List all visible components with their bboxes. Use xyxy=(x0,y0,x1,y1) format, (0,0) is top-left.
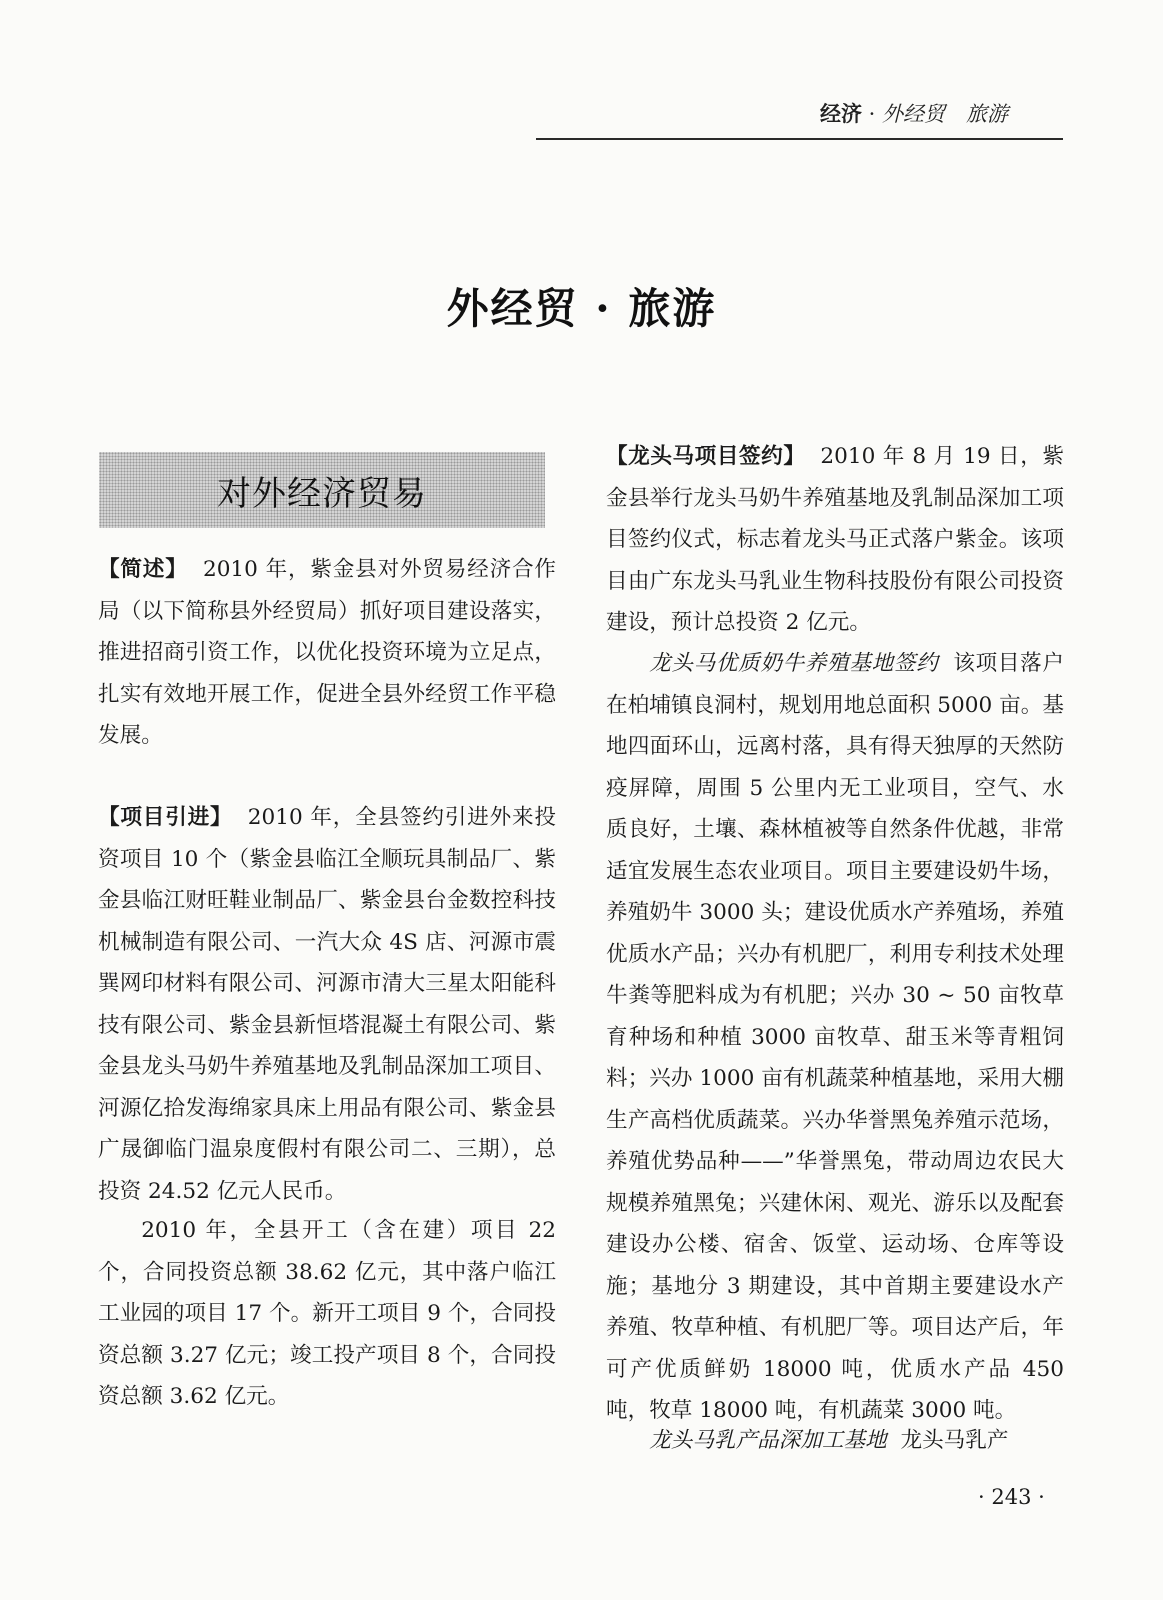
processing-base-subheading: 龙头马乳产品深加工基地 xyxy=(649,1428,887,1453)
projects-paragraph xyxy=(98,797,556,1212)
header-rule xyxy=(536,138,1063,140)
page-title: 外经贸 · 旅游 xyxy=(446,284,717,333)
page-number: · 243 · xyxy=(978,1485,1045,1509)
dairy-base-paragraph xyxy=(606,643,1064,1432)
signing-text: 2010 年 8 月 19 日，紫金县举行龙头马奶牛养殖基地及乳制品深加工项目签约仪式，标志着龙头马正式落户紫金。该项目由广东龙头马乳业生物科技股份有限公司投资建设，预计总投资 2 亿元。 xyxy=(606,444,1064,635)
projects-paragraph-2: 2010 年，全县开工（含在建）项目 22 个，合同投资总额 38.62 亿元，其中落户临江工业园的项目 17 个。新开工项目 9 个，合同投资总额 3.27 亿元；竣工投产项目 8 个，合同投资总额 3.62 亿元。 xyxy=(98,1218,556,1409)
dairy-base-subheading: 龙头马优质奶牛养殖基地签约 xyxy=(649,651,939,676)
projects-label: 【项目引进】 xyxy=(98,805,233,830)
projects-text: 2010 年，全县签约引进外来投资项目 10 个（紫金县临江全顺玩具制品厂、紫金县临江财旺鞋业制品厂、紫金县台金数控科技机械制造有限公司、一汽大众 4S 店、河源市震巽网印材料有限公司、河源市清大三星太阳能科技有限公司、紫金县新恒塔混凝土有限公司、紫金县龙头马奶牛养殖基地及乳制品深加工项目、河源亿拾发海绵家具床上用品有限公司、紫金县广晟御临门温泉度假村有限公司二、三期），总投资 24.52 亿元人民币。 xyxy=(98,805,556,1204)
header-section: 经济 xyxy=(820,102,862,126)
signing-label: 【龙头马项目签约】 xyxy=(606,444,806,469)
dairy-base-text: 该项目落户在柏埔镇良洞村，规划用地总面积 5000 亩。基地四面环山，远离村落，具有得天独厚的天然防疫屏障，周围 5 公里内无工业项目，空气、水质良好，土壤、森林植被等自然条件优越，非常适宜发展生态农业项目。项目主要建设奶牛场，养殖奶牛 3000 头；建设优质水产养殖场，养殖优质水产品；兴办有机肥厂，利用专利技术处理牛粪等肥料成为有机肥；兴办 30 ~ 50 亩牧草育种场和种植 3000 亩牧草、甜玉米等青粗饲料；兴办 1000 亩有机蔬菜种植基地，采用大棚生产高档优质蔬菜。兴办华誉黑兔养殖示范场，养殖优势品种——”华誉黑兔，带动周边农民大规模养殖黑兔；兴建休闲、观光、游乐以及配套建设办公楼、宿舍、饭堂、运动场、仓库等设施；基地分 3 期建设，其中首期主要建设水产养殖、牧草种植、有机肥厂等。项目达产后，年可产优质鲜奶 18000 吨，优质水产品 450 吨，牧草 18000 吨，有机蔬菜 3000 吨。 xyxy=(606,651,1064,1423)
section-heading-box xyxy=(99,452,545,528)
section-heading: 对外经济贸易 xyxy=(217,473,427,514)
signing-paragraph xyxy=(606,436,1064,644)
header-separator: · xyxy=(862,102,883,126)
processing-base-text: 龙头马乳产 xyxy=(900,1428,1009,1453)
overview-label: 【简述】 xyxy=(98,557,188,582)
processing-base-paragraph xyxy=(606,1420,1064,1462)
overview-paragraph xyxy=(98,549,556,757)
overview-text: 2010 年，紫金县对外贸易经济合作局（以下简称县外经贸局）抓好项目建设落实，推进招商引资工作，以优化投资环境为立足点，扎实有效地开展工作，促进全县外经贸工作平稳发展。 xyxy=(98,557,556,748)
header-subsection: 外经贸 旅游 xyxy=(882,102,1009,126)
running-header xyxy=(820,98,1008,128)
